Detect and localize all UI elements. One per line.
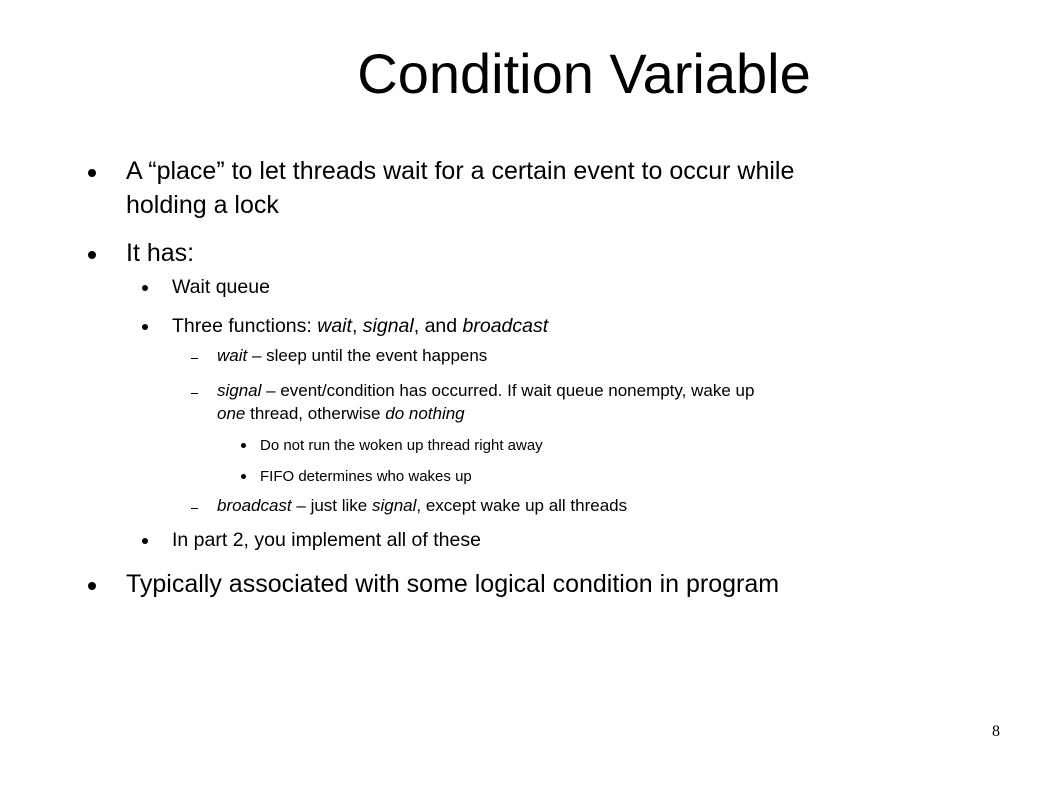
sub-sub-bullet-signal-line-2 (217, 402, 465, 426)
bullet-icon (142, 538, 148, 544)
sub-sub-bullet-broadcast (217, 494, 627, 518)
term-signal: signal (362, 315, 414, 337)
broadcast-description: – just like (291, 496, 372, 515)
three-functions-prefix: Three functions: (172, 315, 318, 337)
wait-description: – sleep until the event happens (247, 346, 488, 365)
dash-icon (191, 508, 198, 509)
level4-bullet-fifo: FIFO determines who wakes up (260, 468, 472, 485)
separator: , and (413, 315, 463, 337)
dash-icon (191, 358, 198, 359)
bullet-icon (241, 443, 246, 448)
bullet-icon (142, 285, 148, 291)
sub-bullet-wait-queue: Wait queue (172, 276, 270, 298)
term-broadcast: broadcast (462, 315, 549, 337)
bullet-icon (142, 324, 148, 330)
page-number: 8 (992, 723, 1000, 740)
bullet-text-3: Typically associated with some logical condition in program (126, 570, 780, 598)
broadcast-description-cont: , except wake up all threads (416, 496, 628, 515)
sub-bullet-three-functions (172, 313, 548, 339)
term-wait: wait (217, 346, 248, 365)
bullet-text-1-line-1: A “place” to let threads wait for a certain event to occur while (126, 157, 795, 185)
bullet-text-1-line-2: holding a lock (126, 191, 279, 219)
bullet-text-2: It has: (126, 239, 195, 267)
signal-description-cont: thread, otherwise (245, 404, 386, 423)
term-signal: signal (371, 496, 417, 515)
term-broadcast: broadcast (217, 496, 292, 515)
sub-sub-bullet-wait (217, 344, 487, 368)
bullet-icon (88, 169, 96, 177)
term-wait: wait (317, 315, 352, 337)
bullet-icon (241, 474, 246, 479)
term-do-nothing: do nothing (385, 404, 465, 423)
level4-bullet-woken-up: Do not run the woken up thread right away (260, 437, 543, 454)
sub-sub-bullet-signal-line-1 (217, 379, 754, 403)
term-signal: signal (217, 381, 262, 400)
slide-title: Condition Variable (357, 42, 811, 105)
separator: , (351, 315, 363, 337)
signal-description: – event/condition has occurred. If wait queue nonempty, wake up (261, 381, 755, 400)
term-one: one (217, 404, 246, 423)
bullet-icon (88, 582, 96, 590)
bullet-icon (88, 251, 96, 259)
dash-icon (191, 393, 198, 394)
sub-bullet-part-2: In part 2, you implement all of these (172, 529, 481, 551)
